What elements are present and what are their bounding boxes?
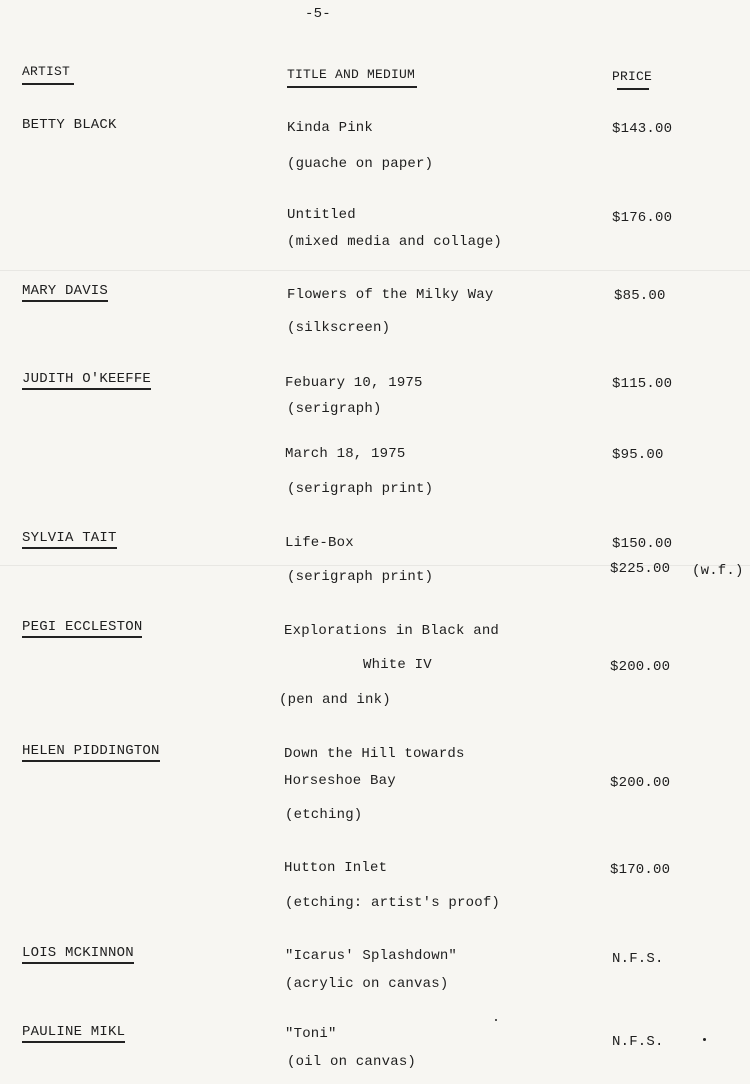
- work-title: March 18, 1975: [285, 446, 406, 462]
- work-price: $150.00: [612, 536, 673, 552]
- work-price-alt: $225.00: [610, 561, 671, 577]
- work-price: $200.00: [610, 775, 671, 791]
- work-title: "Toni": [285, 1026, 337, 1042]
- work-medium: (serigraph print): [287, 569, 434, 585]
- work-medium: (silkscreen): [287, 320, 391, 336]
- artist-name: HELEN PIDDINGTON: [22, 743, 160, 762]
- work-title: Hutton Inlet: [284, 860, 388, 876]
- ink-speck: [703, 1038, 706, 1041]
- work-medium: (serigraph print): [287, 481, 434, 497]
- header-artist-underline: [22, 83, 74, 85]
- work-medium: (serigraph): [287, 401, 382, 417]
- work-price: $200.00: [610, 659, 671, 675]
- work-price: N.F.S.: [612, 1034, 664, 1050]
- artist-name: JUDITH O'KEEFFE: [22, 371, 151, 390]
- work-price: N.F.S.: [612, 951, 664, 967]
- header-price-underline: [617, 88, 649, 90]
- price-note: (w.f.): [692, 563, 744, 579]
- paper-fold: [0, 270, 750, 271]
- work-title: Kinda Pink: [287, 120, 374, 136]
- work-title: Explorations in Black and: [284, 623, 500, 639]
- work-medium: (acrylic on canvas): [285, 976, 449, 992]
- work-price: $143.00: [612, 121, 673, 137]
- artist-name: SYLVIA TAIT: [22, 530, 117, 549]
- header-title-underline: [287, 86, 417, 88]
- work-price: $115.00: [612, 376, 673, 392]
- work-price: $85.00: [614, 288, 666, 304]
- header-title-medium: TITLE AND MEDIUM: [287, 67, 416, 82]
- header-price: PRICE: [612, 69, 653, 84]
- page-number: -5-: [305, 6, 331, 22]
- work-title: Febuary 10, 1975: [285, 375, 423, 391]
- header-artist: ARTIST: [22, 64, 71, 79]
- work-price: $95.00: [612, 447, 664, 463]
- work-title: "Icarus' Splashdown": [285, 948, 458, 964]
- work-title: Flowers of the Milky Way: [287, 287, 494, 303]
- artist-name: PAULINE MIKL: [22, 1024, 125, 1043]
- work-price: $176.00: [612, 210, 673, 226]
- work-title: Untitled: [287, 207, 356, 223]
- artist-name: LOIS MCKINNON: [22, 945, 134, 964]
- work-title: Down the Hill towards: [284, 746, 465, 762]
- artist-name: BETTY BLACK: [22, 117, 117, 133]
- artist-name: PEGI ECCLESTON: [22, 619, 142, 638]
- work-medium: (pen and ink): [279, 692, 391, 708]
- work-title-cont: Horseshoe Bay: [284, 773, 396, 789]
- work-medium: (etching: artist's proof): [285, 895, 501, 911]
- work-medium: (etching): [285, 807, 363, 823]
- artist-name: MARY DAVIS: [22, 283, 108, 302]
- work-medium: (guache on paper): [287, 156, 434, 172]
- work-title: Life-Box: [285, 535, 354, 551]
- work-price: $170.00: [610, 862, 671, 878]
- work-medium: (mixed media and collage): [287, 234, 503, 250]
- work-title-cont: White IV: [363, 657, 432, 673]
- ink-speck: [495, 1019, 497, 1021]
- work-medium: (oil on canvas): [287, 1054, 417, 1070]
